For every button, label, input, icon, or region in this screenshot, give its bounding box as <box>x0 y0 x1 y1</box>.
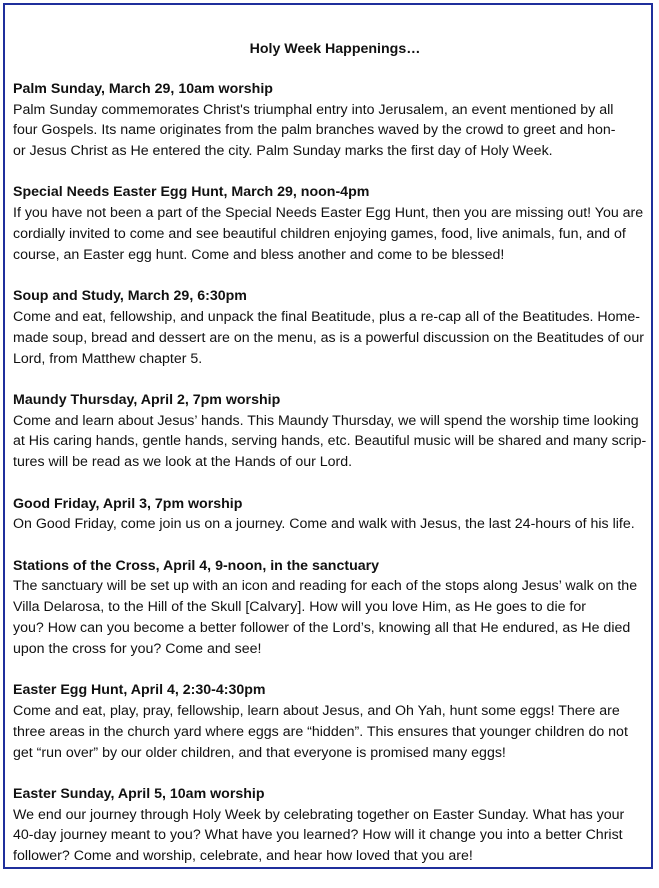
event-description <box>13 514 649 535</box>
description-line: Palm Sunday commemorates Christ's triumphal entry into Jerusalem, an event mentioned by all <box>13 101 614 118</box>
description-line: made soup, bread and dessert are on the menu, as is a powerful discussion on the Beatitudes of our <box>13 329 644 346</box>
event-section <box>13 390 649 473</box>
event-description <box>13 411 649 473</box>
description-line: or Jesus Christ as He entered the city. Palm Sunday marks the first day of Holy Week. <box>13 143 553 160</box>
document-body <box>13 39 649 888</box>
event-heading: Good Friday, April 3, 7pm worship <box>13 495 243 512</box>
description-line: We end our journey through Holy Week by celebrating together on Easter Sunday. What has your <box>13 806 625 823</box>
event-heading: Special Needs Easter Egg Hunt, March 29, noon-4pm <box>13 184 370 201</box>
document-title: Holy Week Happenings… <box>249 41 421 57</box>
description-line: four Gospels. Its name originates from the palm branches waved by the crowd to greet and hon- <box>13 122 616 139</box>
event-description <box>13 307 649 369</box>
description-line: at His caring hands, gentle hands, serving hands, etc. Beautiful music will be shared and many scrip- <box>13 433 647 450</box>
event-description <box>13 576 649 659</box>
description-line: Come and learn about Jesus’ hands. This Maundy Thursday, we will spend the worship time looking <box>13 412 639 429</box>
event-description <box>13 203 649 265</box>
event-list <box>13 79 649 867</box>
description-line: upon the cross for you? Come and see! <box>13 640 262 657</box>
event-section <box>13 182 649 265</box>
description-line: three areas in the church yard where eggs are “hidden”. This ensures that younger children do not <box>13 723 628 740</box>
description-line: tures will be read as we look at the Hands of our Lord. <box>13 454 353 471</box>
description-line: follower? Come and worship, celebrate, and hear how loved that you are! <box>13 848 473 865</box>
event-description <box>13 805 649 867</box>
description-line: 40-day journey meant to you? What have you learned? How will it change you into a better Christ <box>13 827 623 844</box>
description-line: Villa Delarosa, to the Hill of the Skull [Calvary]. How will you love Him, as He goes to die for <box>13 599 586 616</box>
description-line: you? How can you become a better follower of the Lord’s, knowing all that He endured, as He died <box>13 620 631 637</box>
event-heading: Easter Egg Hunt, April 4, 2:30-4:30pm <box>13 682 266 699</box>
event-section <box>13 784 649 867</box>
event-heading: Easter Sunday, April 5, 10am worship <box>13 785 265 802</box>
event-description <box>13 100 649 162</box>
description-line: Lord, from Matthew chapter 5. <box>13 350 203 367</box>
event-section <box>13 556 649 660</box>
event-section <box>13 680 649 763</box>
event-section <box>13 286 649 369</box>
description-line: If you have not been a part of the Special Needs Easter Egg Hunt, then you are missing out! You are <box>13 205 644 222</box>
event-description <box>13 701 649 763</box>
description-line: Come and eat, fellowship, and unpack the final Beatitude, plus a re-cap all of the Beatitudes. Home- <box>13 308 640 325</box>
description-line: cordially invited to come and see beautiful children enjoying games, food, live animals, fun, and of <box>13 226 626 243</box>
description-line: Come and eat, play, pray, fellowship, learn about Jesus, and Oh Yah, hunt some eggs! There are <box>13 702 620 719</box>
event-heading: Maundy Thursday, April 2, 7pm worship <box>13 391 281 408</box>
event-heading: Palm Sunday, March 29, 10am worship <box>13 80 273 97</box>
page-border <box>3 3 653 869</box>
event-section <box>13 79 649 162</box>
event-heading: Soup and Study, March 29, 6:30pm <box>13 288 247 305</box>
event-section <box>13 494 649 536</box>
description-line: course, an Easter egg hunt. Come and bless another and come to be blessed! <box>13 246 505 263</box>
event-heading: Stations of the Cross, April 4, 9-noon, in the sanctuary <box>13 557 380 574</box>
description-line: On Good Friday, come join us on a journey. Come and walk with Jesus, the last 24-hours of his life. <box>13 516 635 533</box>
description-line: The sanctuary will be set up with an icon and reading for each of the stops along Jesus’ walk on the <box>13 578 638 595</box>
description-line: get “run over” by our older children, and that everyone is promised many eggs! <box>13 744 506 761</box>
